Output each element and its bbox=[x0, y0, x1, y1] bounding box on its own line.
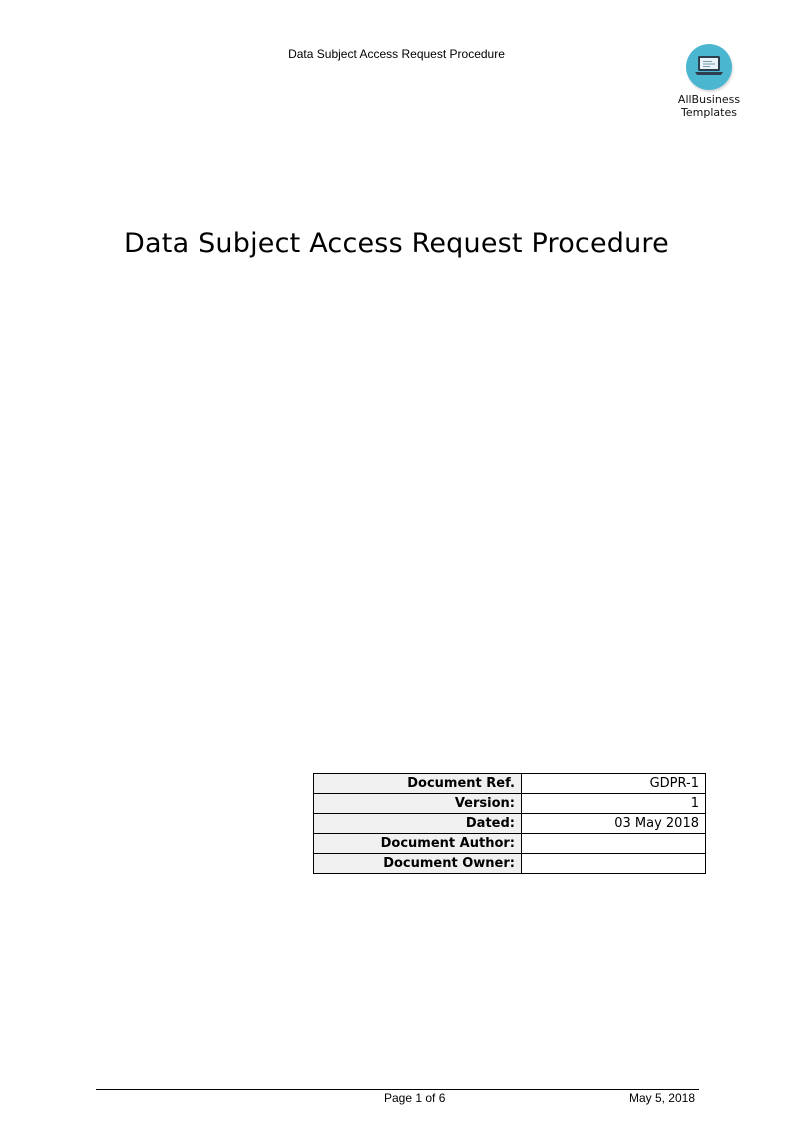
row-label: Document Ref. bbox=[314, 774, 522, 794]
row-value bbox=[522, 834, 706, 854]
running-header: Data Subject Access Request Procedure bbox=[288, 47, 505, 61]
laptop-icon bbox=[694, 54, 724, 78]
company-logo bbox=[662, 44, 756, 119]
row-value: 03 May 2018 bbox=[522, 814, 706, 834]
page-number: Page 1 of 6 bbox=[384, 1091, 446, 1105]
logo-text-line1: AllBusiness bbox=[677, 93, 741, 106]
row-label: Version: bbox=[314, 794, 522, 814]
table-row bbox=[314, 794, 706, 814]
logo-text-line2: Templates bbox=[681, 106, 737, 119]
table-row bbox=[314, 854, 706, 874]
row-label: Dated: bbox=[314, 814, 522, 834]
row-value bbox=[522, 854, 706, 874]
row-value: GDPR-1 bbox=[522, 774, 706, 794]
footer-divider bbox=[96, 1089, 699, 1090]
footer-date: May 5, 2018 bbox=[628, 1091, 695, 1105]
table-row bbox=[314, 834, 706, 854]
table-row bbox=[314, 814, 706, 834]
row-value: 1 bbox=[522, 794, 706, 814]
table-row bbox=[314, 774, 706, 794]
document-info-table bbox=[313, 773, 706, 874]
document-title: Data Subject Access Request Procedure bbox=[124, 228, 669, 259]
row-label: Document Author: bbox=[314, 834, 522, 854]
row-label: Document Owner: bbox=[314, 854, 522, 874]
logo-badge bbox=[686, 44, 732, 90]
